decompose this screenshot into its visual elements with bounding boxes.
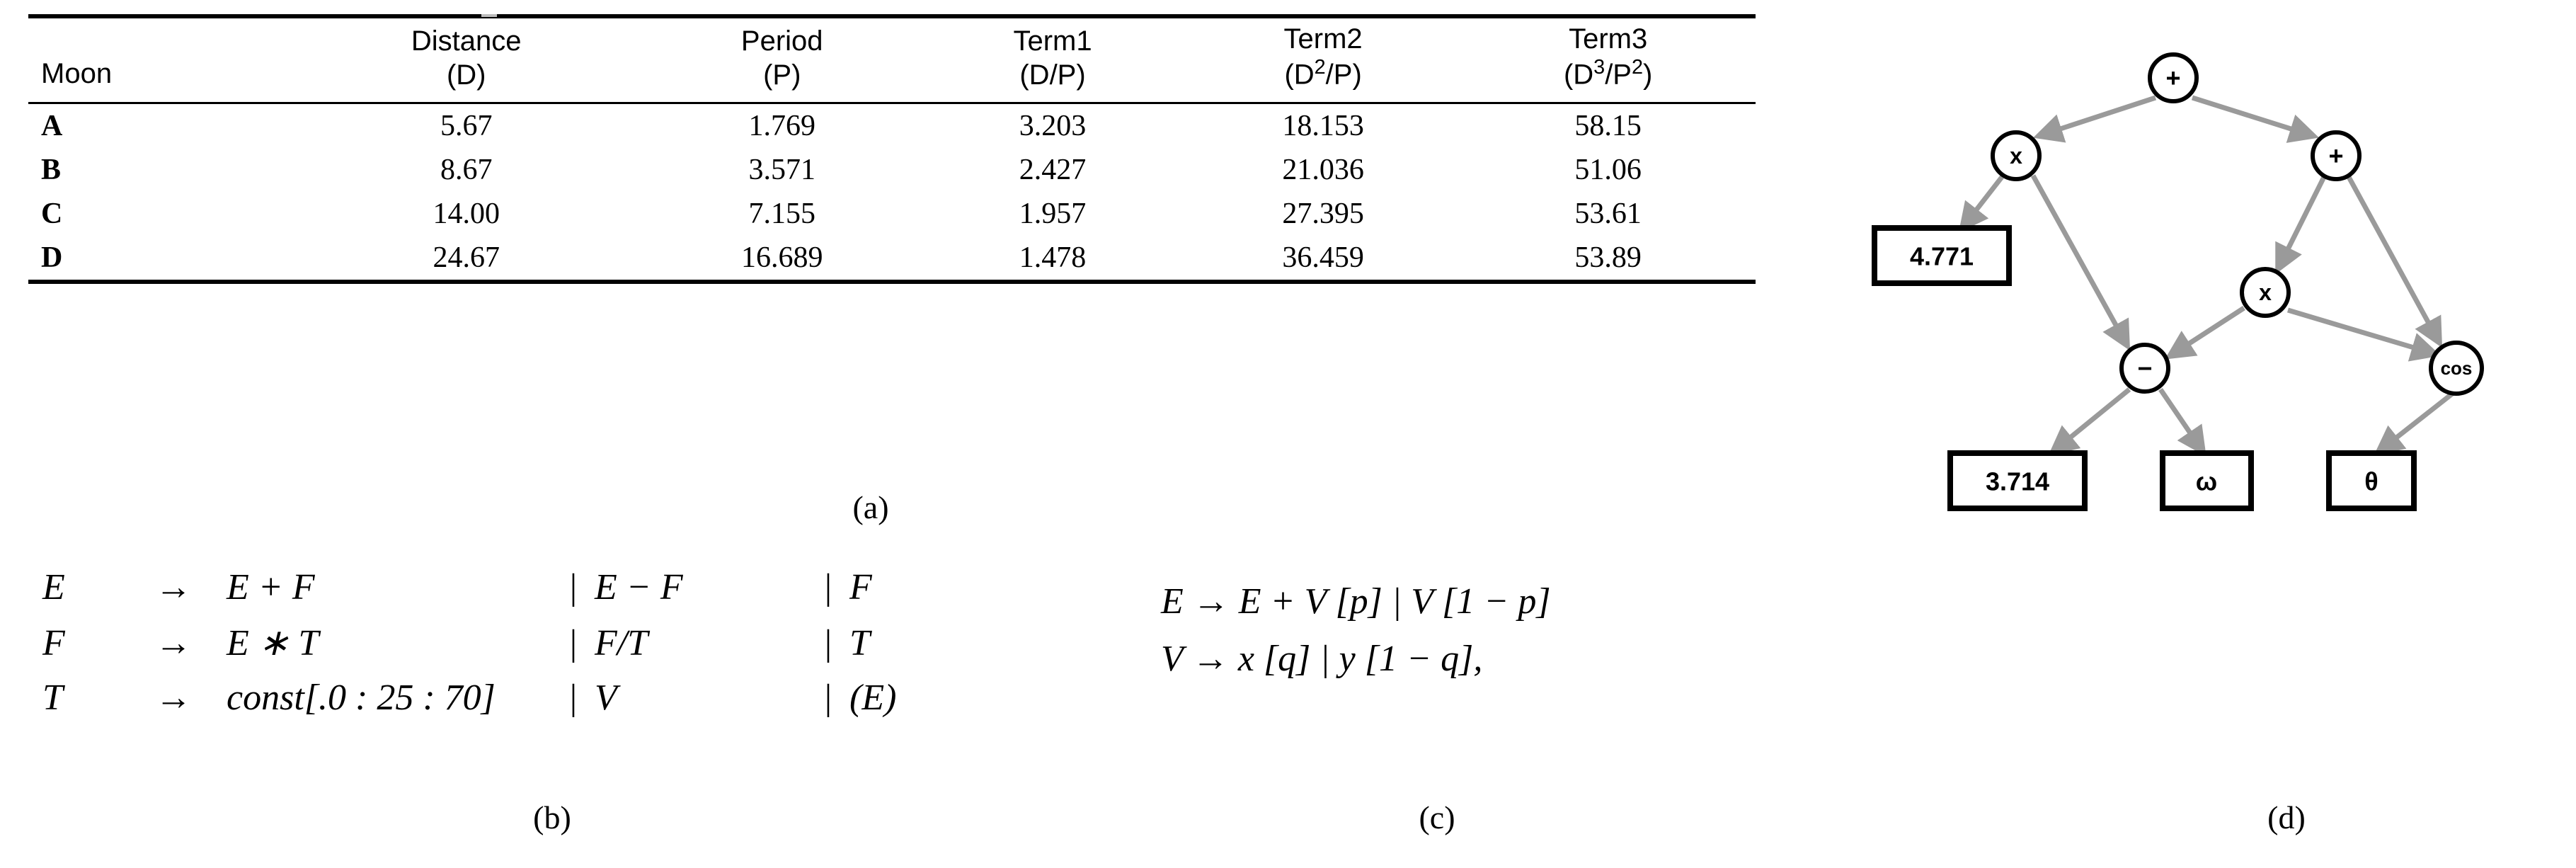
cell-period: 7.155 [748, 197, 815, 230]
grammar-bar: | [824, 623, 832, 663]
grammar-bar: | [569, 623, 578, 663]
edge-root-to-mul-left [2039, 98, 2156, 136]
terminal-theta-label: θ [2364, 467, 2378, 496]
edge-mul-left-to-sub [2033, 176, 2127, 346]
edge-sub-to-3714 [2053, 389, 2129, 452]
column-header-term2-line2: $(D^2/P)$ [1284, 56, 1362, 91]
grammar-arrow-icon: → [155, 623, 192, 663]
edge-add-right-to-cos [2349, 177, 2439, 343]
terminal-4771-label: 4.771 [1909, 241, 1974, 271]
caption-c: (c) [1419, 799, 1455, 835]
grammar-lhs: E [42, 567, 65, 607]
cell-moon: C [41, 197, 63, 230]
cell-term2: 27.395 [1282, 197, 1364, 230]
panel-b-grammar [42, 566, 1118, 732]
node-add-right-label: + [2328, 141, 2344, 171]
column-header-distance-line2: (D) [446, 59, 486, 91]
column-header-term1 [920, 16, 1186, 103]
cell-period: 16.689 [644, 236, 920, 282]
cell-distance: 5.67 [288, 103, 644, 148]
column-header-term3-line1: Term3 [1569, 23, 1648, 55]
node-cos-label: cos [2440, 358, 2473, 379]
grammar-alt-2: F/T [595, 623, 648, 663]
column-header-period-line2: (P) [763, 59, 801, 91]
cell-term3: 58.15 [1460, 103, 1756, 148]
cell-period: 1.769 [644, 103, 920, 148]
column-header-term1-line1: Term1 [1013, 25, 1092, 57]
grammar-lhs: T [42, 678, 63, 718]
grammar-bar: | [569, 678, 578, 718]
grammar-alt-1: E + F [227, 567, 315, 607]
cell-term1: 1.478 [920, 236, 1186, 282]
grammar-alt-2: E − F [595, 567, 683, 607]
edge-cos-to-theta [2378, 389, 2458, 452]
cell-period: 3.571 [748, 153, 815, 186]
cell-term3: 53.61 [1574, 197, 1642, 230]
edge-root-to-add-right [2192, 98, 2313, 136]
node-mul-right-label: x [2259, 280, 2272, 305]
probabilistic-rule-1: E → E + V [p] | V [1 − p] [1161, 581, 1551, 622]
table-row [28, 192, 1756, 236]
column-header-distance [288, 16, 644, 103]
edge-add-right-to-mul [2278, 177, 2324, 269]
column-header-term2 [1186, 16, 1460, 103]
edge-mul-to-sub [2170, 308, 2244, 356]
panel-a-table [28, 14, 1756, 284]
column-header-term2-line1: Term2 [1283, 23, 1363, 55]
grammar-bar: | [824, 678, 832, 718]
stray-mark [481, 14, 497, 17]
grammar-alt-3: T [849, 623, 870, 663]
column-header-period [644, 16, 920, 103]
cell-distance: 14.00 [433, 197, 500, 230]
node-root-plus-label: + [2165, 63, 2181, 93]
cell-term3: 53.89 [1460, 236, 1756, 282]
column-header-moon-label: Moon [41, 57, 113, 89]
edge-mul-to-cos [2288, 310, 2435, 354]
cell-term1: 3.203 [920, 103, 1186, 148]
cell-moon: A [28, 103, 288, 148]
cell-term1: 1.957 [1019, 197, 1087, 230]
column-header-distance-line1: Distance [411, 25, 522, 57]
table-row [28, 148, 1756, 192]
grammar-rule [42, 566, 1118, 622]
caption-b: (b) [533, 799, 571, 835]
tree-operator-nodes [1993, 55, 2482, 394]
table-header [28, 16, 1756, 103]
cell-term2: 21.036 [1282, 153, 1364, 186]
edge-sub-to-omega [2160, 389, 2203, 452]
column-header-term1-line2: (D/P) [1019, 59, 1086, 91]
column-header-term3-line2: $(D^3/P^2)$ [1563, 56, 1653, 91]
grammar-rule [42, 622, 1118, 677]
cell-term3: 51.06 [1574, 153, 1642, 186]
cell-distance: 24.67 [288, 236, 644, 282]
grammar-rule [42, 677, 1118, 732]
cell-term2: 36.459 [1186, 236, 1460, 282]
probabilistic-rule-2: V → x [q] | y [1 − q], [1161, 638, 1483, 679]
table-row [28, 103, 1756, 148]
table-header-row [28, 16, 1756, 103]
grammar-lhs: F [42, 623, 65, 663]
grammar-bar: | [569, 567, 578, 607]
node-mul-left-label: x [2010, 143, 2022, 169]
caption-d: (d) [2267, 799, 2306, 835]
grammar-alt-3: (E) [849, 678, 897, 718]
caption-a: (a) [852, 489, 889, 525]
grammar-alt-3: F [849, 567, 872, 607]
panel-c-probabilistic-grammar [1161, 573, 1869, 687]
edge-mul-left-to-4771 [1962, 177, 2002, 228]
cell-term2: 18.153 [1186, 103, 1460, 148]
table-body [28, 103, 1756, 282]
grammar-bar: | [824, 567, 832, 607]
cell-moon: D [28, 236, 288, 282]
table-row [28, 236, 1756, 282]
cell-term1: 2.427 [1019, 153, 1087, 186]
expression-tree-svg [1841, 42, 2548, 552]
grammar-arrow-icon: → [155, 678, 192, 718]
grammar-alt-1: E ∗ T [227, 623, 319, 663]
cell-moon: B [41, 153, 62, 186]
moons-table [28, 14, 1756, 284]
terminal-omega-label: ω [2195, 467, 2218, 496]
panel-d-expression-tree [1841, 42, 2548, 793]
column-header-term3 [1460, 16, 1756, 103]
column-header-moon [28, 16, 288, 103]
grammar-arrow-icon: → [155, 567, 192, 607]
grammar-alt-2: V [595, 678, 617, 718]
column-header-period-line1: Period [740, 25, 823, 57]
cell-distance: 8.67 [440, 153, 493, 186]
grammar-alt-1: const[.0 : 25 : 70] [227, 678, 496, 718]
node-minus-label: − [2137, 353, 2153, 383]
terminal-3714-label: 3.714 [1985, 467, 2050, 496]
